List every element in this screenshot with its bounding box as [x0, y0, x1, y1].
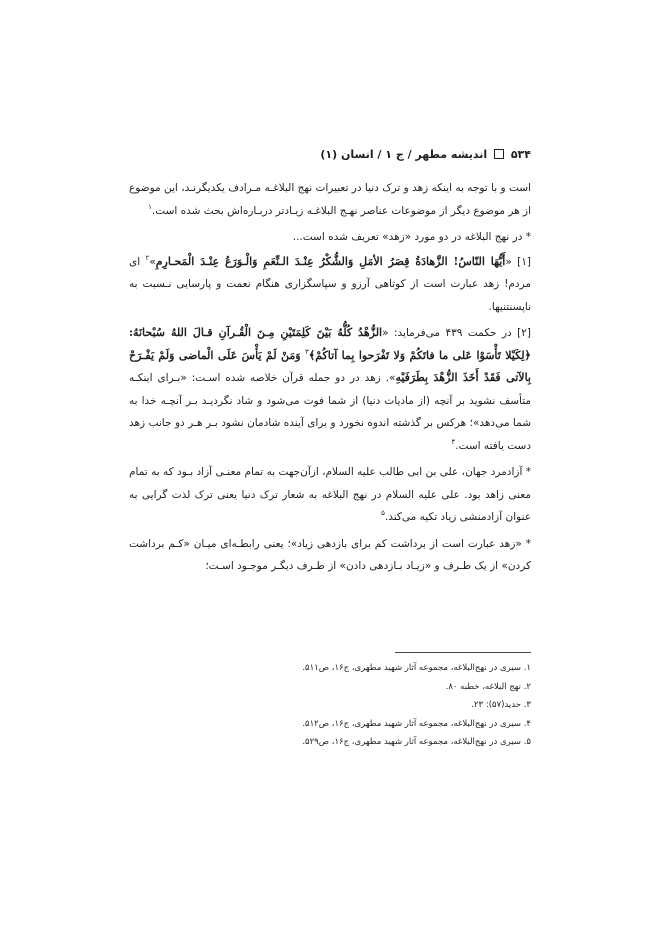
paragraph-1: [129, 177, 531, 222]
footnote-divider: [395, 652, 531, 653]
arabic-quote-3: وَمَنْ لَمْ یَأْسَ عَلَی الْماضی وَلَمْ یَفْـرَحْ بِالآتی فَقَدْ أَخَذَ الزُّهْدَ بِطَرَفَیْهِ: [129, 348, 531, 384]
square-bullet-icon: [494, 149, 504, 159]
paragraph-4-lead: [۲] در حکمت ۴۳۹ می‌فرماید: «: [382, 327, 531, 339]
paragraph-4: [129, 322, 531, 457]
arabic-quote-1: أَیُّهَا النّاسُ! الزَّهادَةُ قِصَرُ الأمَلِ وَالشُّکْرُ عِنْـدَ الـنِّعَمِ وَالْـوَرَعُ عِنْـدَ الْمَحـارِمِ: [155, 254, 506, 268]
paragraph-3-lead: [۱] «: [505, 255, 531, 268]
paragraph-1-text: است و با توجه به اینکه زهد و ترک دنیا در تعبیرات نهج البلاغـه مـرادف یکدیگرنـد، این موضوع از هر موضوع دیگر از موضوعات عناصر نهـج البلاغـه زیـادتر دربـاره‌اش بحث شده است.: [129, 182, 531, 217]
paragraph-5: [129, 461, 531, 529]
footnote-ref-3: ۳: [305, 347, 309, 356]
footnote-5: ۵. سیری در نهج‌البلاغه، مجموعه آثار شهید مطهری، ج۱۶، ص۵۲۹.: [302, 737, 531, 747]
footnote-3: ۳. حدید(۵۷): ۲۳.: [471, 700, 531, 710]
running-title: اندیشه مطهر / ج ۱ / انسان (۱): [320, 148, 488, 161]
footnotes: [129, 659, 531, 752]
paragraph-4-text: ». زهد در دو جمله قرآن خلاصه شده اسـت: «بـرای اینکـه متأسف نشوید بر آنچه (از مادیات دنیا) از شما فوت می‌شود و شاد نگردیـد بـر آنچـه خدا به شما می‌دهد»؛ هرکس بر گذشته اندوه نخورد و برای آینده شادمان نشود بـر هـر دو جانب زهد دست یافته است.: [129, 372, 531, 452]
footnote-1: ۱. سیری در نهج‌البلاغه، مجموعه آثار شهید مطهری، ج۱۶، ص۵۱۱.: [302, 663, 531, 673]
paragraph-5-text: * آزادمرد جهان، علی بن ابی طالب علیه السلام، ازآن‌جهت به تمام معنـی آزاد بـود که به تمام معنی زاهد بود. علی علیه السلام در نهج البلاغه به شعار ترک دنیا یعنی ترک لذت گرایی به عنوان آزادمنشی زیاد تکیه می‌کند.: [129, 466, 531, 523]
arabic-quote-2: الزُّهْدُ کُلُّهُ بَیْنَ کَلِمَتَیْنِ مِـنَ الْقُـرآنِ قـالَ اللهُ سُبْحانَهُ: ﴿لِکَیْلا تَأْسَوْا عَلی ما فاتَکُمْ وَلا تَفْرَحوا بِما آتاکُمْ﴾: [129, 326, 531, 362]
paragraph-2-text: * در نهج البلاغه در دو مورد «زهد» تعریف شده است...: [292, 231, 531, 243]
quote-close: »: [149, 255, 156, 268]
footnote-4: ۴. سیری در نهج‌البلاغه، مجموعه آثار شهید مطهری، ج۱۶، ص۵۱۲.: [302, 718, 531, 729]
main-text: [129, 177, 531, 582]
paragraph-3: [129, 251, 531, 319]
page-number: ۵۳۴: [510, 148, 531, 161]
footnote-ref-5: ۵: [381, 509, 385, 517]
paragraph-6: [129, 533, 531, 578]
footnote-2: ۲. نهج البلاغه، خطبه ۸۰.: [445, 681, 531, 692]
footnote-ref-4: ۴: [451, 437, 456, 446]
paragraph-3-text: ای مردم! زهد عبارت است از کوتاهی آرزو و سپاسگزاری هنگام نعمت و پارسایی نـسبت به ناپسنتنیها.: [129, 255, 531, 313]
footnote-ref-2: ۲: [145, 253, 150, 262]
paragraph-2: [129, 226, 531, 249]
running-header: [131, 147, 531, 163]
footnote-ref-1: ۱: [148, 202, 152, 211]
paragraph-6-text: * «زهد عبارت است از برداشت کم برای بازدهی زیاد»؛ یعنی رابطـه‌ای میـان «کـم برداشت کردن» از یک طـرف و «زیـاد بـازدهی دادن» از طـرف دیگـر موجـود اسـت؛: [129, 537, 531, 572]
